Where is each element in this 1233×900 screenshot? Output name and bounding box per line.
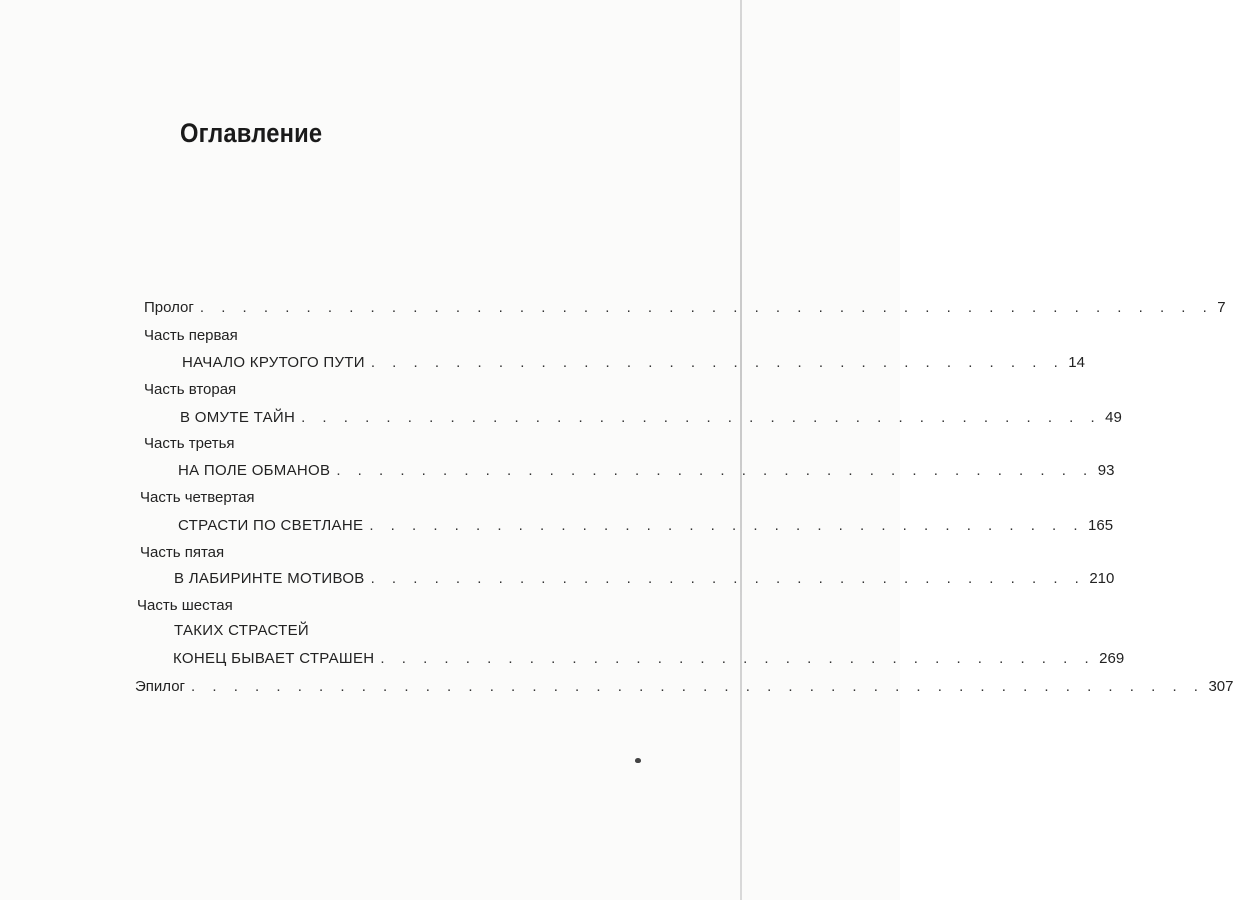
toc-entry-chapter: [178, 461, 1115, 481]
toc-entry-label: Пролог: [144, 299, 194, 316]
toc-page-number: 49: [1105, 409, 1122, 426]
dot-leader: . . . . . . . . . . . . . . . . . . . . . . . . . . . . . . . . .: [370, 354, 1065, 371]
dot-leader: . . . . . . . . . . . . . . . . . . . . . . . . . . . . . . . . . . . . . . . . . . . . . . . .: [191, 678, 1205, 695]
toc-part-label: Часть пятая: [140, 544, 225, 561]
toc-part-label: Часть третья: [144, 435, 235, 452]
dot-leader: . . . . . . . . . . . . . . . . . . . . . . . . . . . . . . . . . .: [369, 517, 1085, 534]
toc-part-label: Часть первая: [144, 327, 238, 344]
toc-entry-prologue: [144, 298, 1226, 318]
toc-page-number: 7: [1217, 299, 1226, 316]
toc-chapter-title-line1: ТАКИХ СТРАСТЕЙ: [174, 622, 310, 639]
toc-chapter-title: НАЧАЛО КРУТОГО ПУТИ: [182, 354, 365, 371]
toc-entry-label: Эпилог: [135, 678, 186, 695]
toc-page-number: 307: [1208, 678, 1233, 695]
toc-chapter-title: КОНЕЦ БЫВАЕТ СТРАШЕН: [173, 650, 375, 667]
toc-page-number: 165: [1088, 517, 1114, 534]
ink-speck: [635, 758, 641, 763]
toc-chapter-title: В ЛАБИРИНТЕ МОТИВОВ: [174, 570, 365, 587]
dot-leader: . . . . . . . . . . . . . . . . . . . . . . . . . . . . . . . . . . . . . . . . . . . . . . . .: [199, 299, 1214, 316]
dot-leader: . . . . . . . . . . . . . . . . . . . . . . . . . . . . . . . . . .: [380, 650, 1096, 667]
toc-page-number: 14: [1068, 354, 1085, 371]
toc-page-number: 269: [1099, 650, 1125, 667]
toc-part-label: Часть вторая: [144, 381, 237, 398]
dot-leader: . . . . . . . . . . . . . . . . . . . . . . . . . . . . . . . . . . . . . .: [301, 409, 1102, 426]
toc-title: Оглавление: [180, 118, 323, 148]
toc-chapter-title: СТРАСТИ ПО СВЕТЛАНЕ: [178, 517, 364, 534]
scan-edge-shadow: [740, 0, 742, 900]
toc-entry-chapter: [180, 408, 1122, 428]
toc-entry-chapter: [182, 353, 1085, 373]
toc-entry-chapter: [174, 569, 1115, 589]
toc-page-number: 210: [1089, 570, 1115, 587]
toc-entry-epilogue: [135, 677, 1233, 697]
toc-entry-chapter: [173, 649, 1125, 669]
toc-chapter-title: НА ПОЛЕ ОБМАНОВ: [178, 462, 331, 479]
toc-part-label: Часть шестая: [137, 597, 233, 614]
toc-entry-chapter: [178, 516, 1114, 536]
dot-leader: . . . . . . . . . . . . . . . . . . . . . . . . . . . . . . . . . .: [370, 570, 1086, 587]
toc-chapter-title: В ОМУТЕ ТАЙН: [180, 409, 296, 426]
toc-part-label: Часть четвертая: [140, 489, 255, 506]
dot-leader: . . . . . . . . . . . . . . . . . . . . . . . . . . . . . . . . . . . .: [336, 462, 1094, 479]
toc-page-number: 93: [1097, 462, 1115, 479]
